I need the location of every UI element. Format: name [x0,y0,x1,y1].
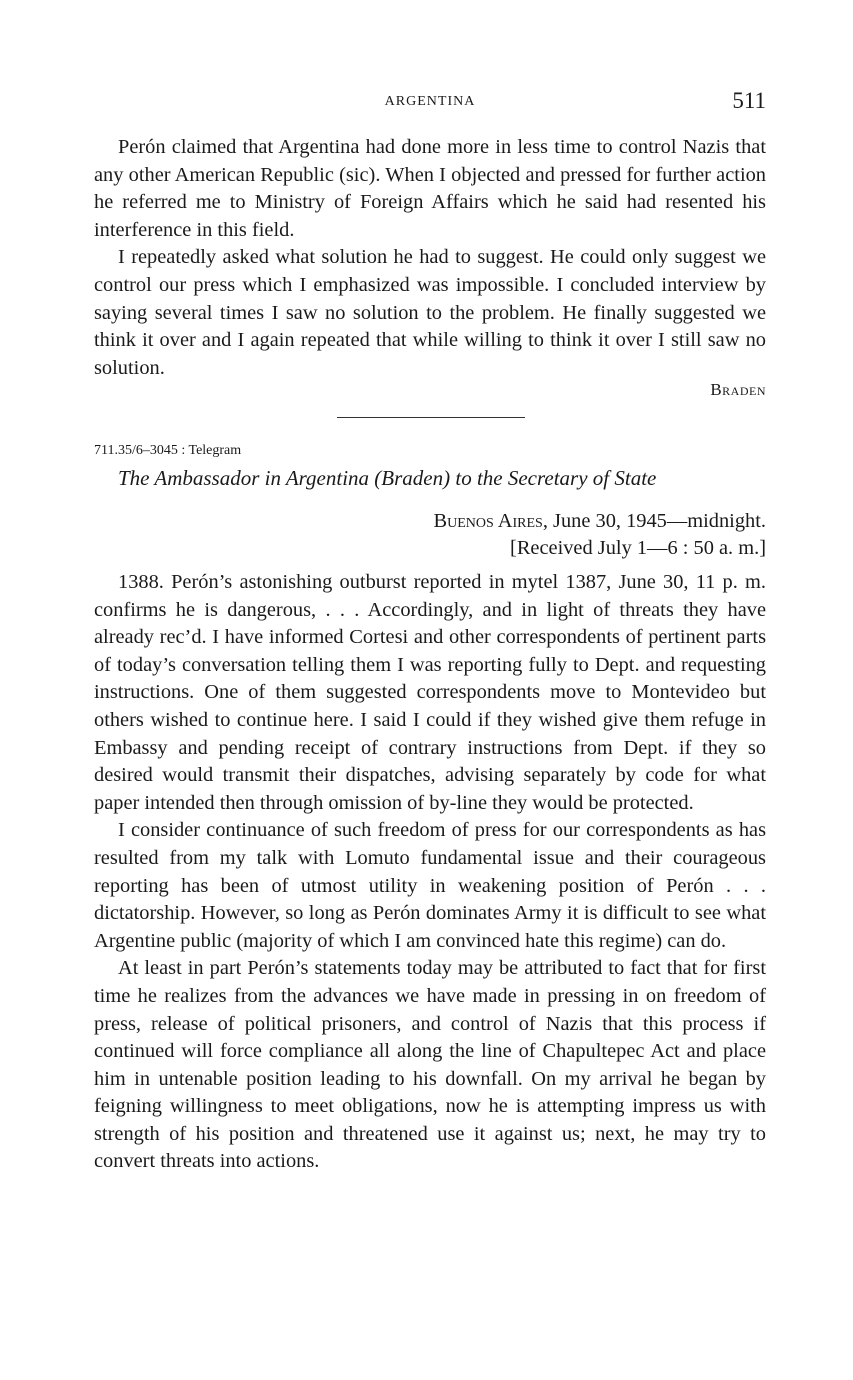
paragraph: 1388. Perón’s astonishing outburst reported in mytel 1387, June 30, 11 p. m. confirms he is dangerous, . . . Accordingly, and in light of threats they have already rec’d. I have informed Cortesi and other correspondents of pertinent parts of today’s conversation telling them I was reporting fully to Dept. and requesting instructions. One of them suggested correspondents move to Montevideo but others wished to continue here. I said I could if they wished give them refuge in Embassy and pending receipt of contrary instructions from Dept. if they so desired would transmit their dispatches, advising separately by code for what paper intended then through omission of by-line they would be protected. [94,571,766,814]
paragraph: I consider continuance of such freedom of press for our correspondents as has resulted from my talk with Lomuto fundamental issue and their courageous reporting has been of utmost utility in weakening position of Perón . . . dictatorship. However, so long as Perón dominates Army it is difficult to see what Argentine public (majority of which I am convinced hate this regime) can do. [94,819,766,952]
dateline-date: , June 30, 1945—midnight. [542,510,766,532]
first-text-block [94,134,766,382]
paragraph: At least in part Perón’s statements today may be attributed to fact that for first time he realizes from the advances we have made in pressing in on freedom of press, release of political prisoners, and control of Nazis that this process if continued will force compliance all along the line of Chapultepec Act and place him in untenable position leading to his downfall. On my arrival he began by feigning willingness to meet obligations, now he is attempting impress us with strength of his position and threatened use it against us; next, he may try to convert threats into actions. [94,957,766,1173]
paragraph: I repeatedly asked what solution he had to suggest. He could only suggest we control our press which I emphasized was impossible. I concluded interview by saying several times I saw no solution to the problem. He finally suggested we think it over and I again repeated that while willing to think it over I still saw no solution. [94,246,766,379]
dateline-place: Buenos Aires [433,510,543,532]
page-header [94,88,766,118]
page-number: 511 [732,88,766,113]
received-note: [Received July 1—6 : 50 a. m.] [510,537,766,559]
paragraph: Perón claimed that Argentina had done more in less time to control Nazis that any other American Republic (sic). When I objected and pressed for further action he referred me to Ministry of Foreign Affairs which he said had resented his interference in this field. [94,136,766,241]
running-head: ARGENTINA [384,94,476,109]
signature: Braden [710,380,766,399]
dateline [434,510,766,533]
document-title: The Ambassador in Argentina (Braden) to the Secretary of State [118,466,657,490]
telegram-body [94,569,766,1176]
section-divider [337,417,525,418]
file-reference: 711.35/6–3045 : Telegram [94,443,242,458]
